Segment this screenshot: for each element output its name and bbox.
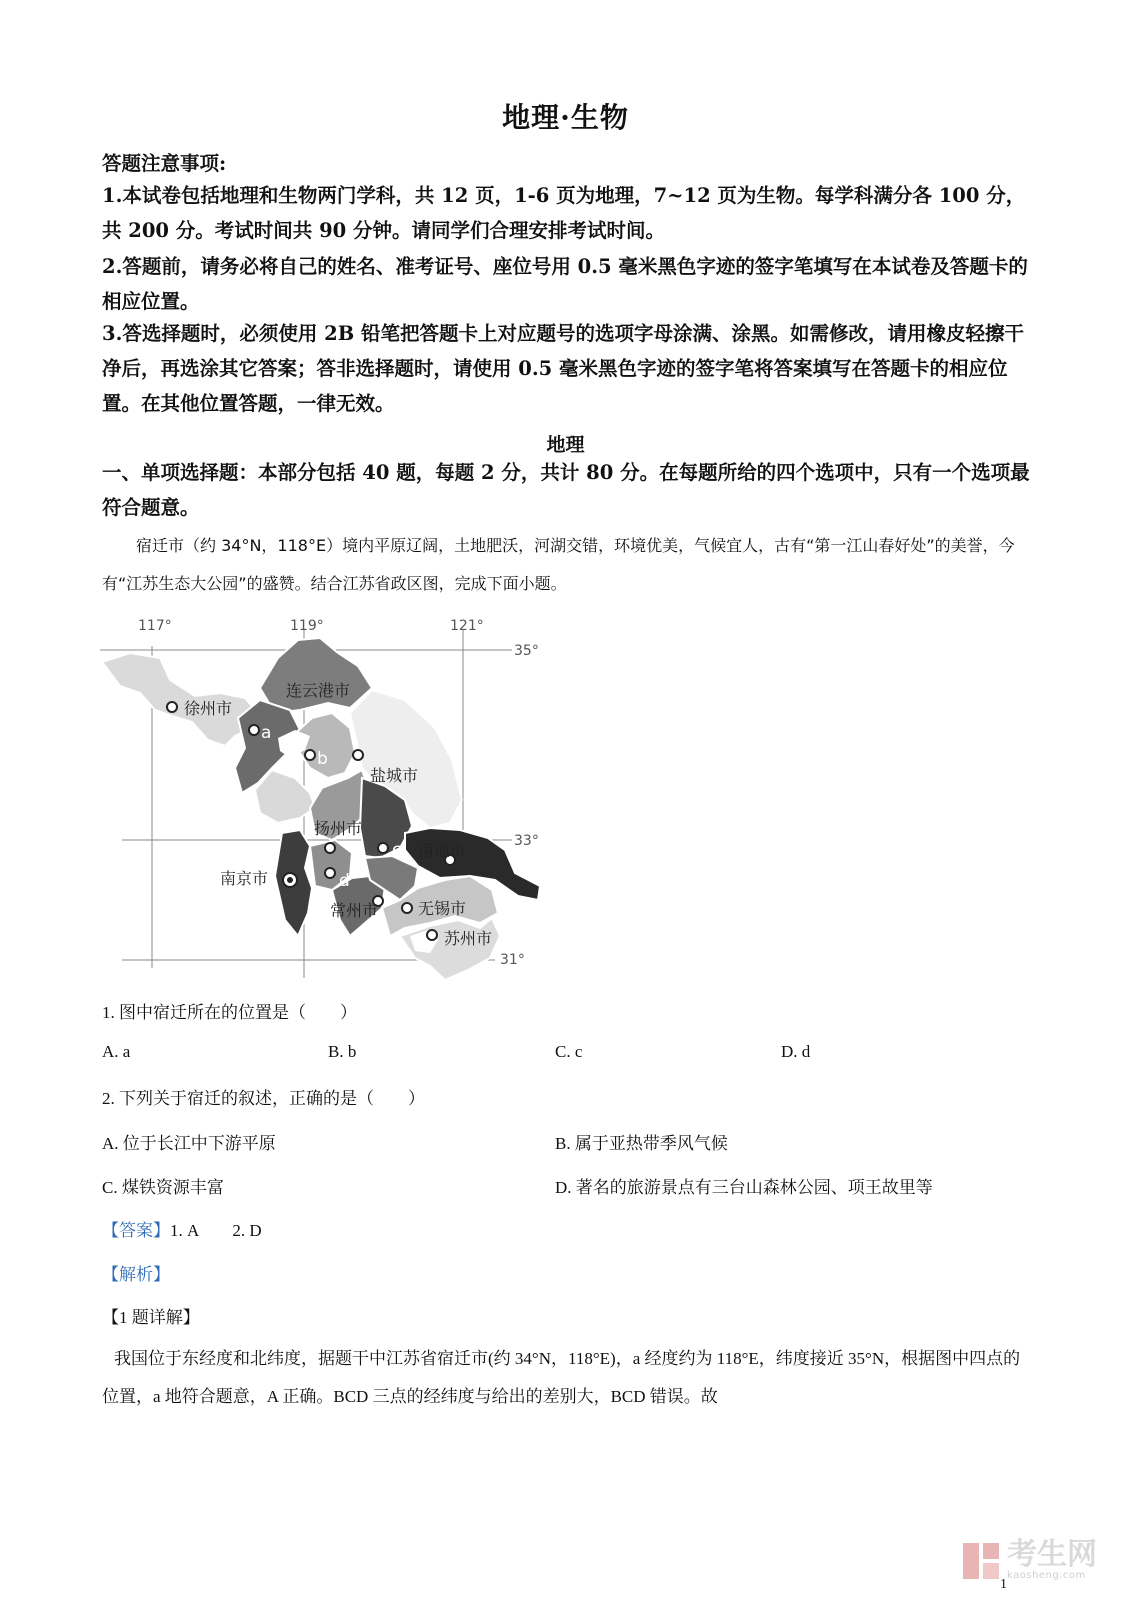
capital-dot-icon — [287, 877, 293, 883]
jiangsu-map — [100, 618, 560, 988]
notice-item-2: 2.答题前，请务必将自己的姓名、准考证号、座位号用 0.5 毫米黑色字迹的签字笔填写在本试卷及答题卡的相应位置。 — [102, 255, 1028, 313]
lat-label-33: 33° — [514, 833, 539, 849]
passage-intro: 宿迁市（约 34°N，118°E）境内平原辽阔，土地肥沃，河湖交错，环境优美，气候宜人，古有“第一江山春好处”的美誉，今有“江苏生态大公园”的盛赞。结合江苏省政区图，完成下面小题。 — [102, 536, 1015, 593]
lon-label-119: 119° — [290, 618, 324, 634]
page-number: 1 — [1000, 1577, 1007, 1592]
lat-label-31: 31° — [500, 952, 525, 968]
region-xuzhou — [102, 653, 258, 746]
point-d-marker — [325, 868, 335, 878]
label-nanjing: 南京市 — [220, 869, 269, 888]
notice-item-1: 1.本试卷包括地理和生物两门学科，共 12 页，1-6 页为地理，7~12 页为生物。每学科满分各 100 分，共 200 分。考试时间共 90 分钟。请同学们合理安排考试时间。 — [102, 184, 1026, 242]
subject-title: 地理 — [546, 434, 585, 456]
notice-heading: 答题注意事项: — [102, 152, 227, 175]
watermark-sub: kaosheng.com — [1007, 1570, 1086, 1581]
label-nantong: 南通市 — [418, 841, 467, 860]
question-1-option-a: A. a — [102, 1042, 131, 1061]
label-yangzhou: 扬州市 — [314, 819, 363, 838]
question-1-option-d: D. d — [781, 1042, 811, 1061]
answer-label: 【答案】 — [102, 1221, 170, 1240]
label-wuxi: 无锡市 — [418, 899, 467, 918]
label-suzhou: 苏州市 — [444, 929, 493, 948]
lon-label-121: 121° — [450, 618, 484, 634]
wuxi-marker — [402, 903, 412, 913]
point-c-marker — [378, 843, 388, 853]
xuzhou-marker — [167, 702, 177, 712]
yangzhou-marker — [325, 843, 335, 853]
question-2-option-a: A. 位于长江中下游平原 — [102, 1134, 276, 1153]
answer-line — [102, 1216, 262, 1241]
label-yancheng: 盐城市 — [370, 766, 419, 785]
yancheng-marker — [353, 750, 363, 760]
lat-label-35: 35° — [514, 643, 539, 659]
label-point-a: a — [261, 723, 272, 743]
detail-heading: 【1 题详解】 — [102, 1308, 200, 1327]
answer-text: 1. A 2. D — [170, 1221, 262, 1240]
lon-label-117: 117° — [138, 618, 172, 634]
suzhou-marker — [427, 930, 437, 940]
label-xuzhou: 徐州市 — [184, 699, 233, 718]
question-2-option-b: B. 属于亚热带季风气候 — [555, 1134, 728, 1153]
analysis-label: 【解析】 — [102, 1265, 170, 1284]
watermark — [961, 1537, 1097, 1581]
section-heading: 一、单项选择题：本部分包括 40 题，每题 2 分，共计 80 分。在每题所给的四个选项中，只有一个选项最符合题意。 — [102, 461, 1030, 519]
question-2-stem: 2. 下列关于宿迁的叙述，正确的是（ ） — [102, 1089, 425, 1108]
region-huaian-south — [255, 770, 315, 823]
point-b-marker — [305, 750, 315, 760]
kaosheng-logo-icon — [961, 1541, 1001, 1581]
label-changzhou: 常州市 — [330, 901, 379, 920]
label-point-d: d — [339, 871, 350, 891]
question-1-option-b: B. b — [328, 1042, 357, 1061]
label-point-b: b — [317, 749, 328, 769]
region-lianyungang — [260, 638, 372, 713]
detail-text: 我国位于东经度和北纬度，据题干中江苏省宿迁市(约 34°N，118°E)，a 经度约为 118°E，纬度接近 35°N，根据图中四点的位置，a 地符合题意，A 正确。BCD 三点的经纬度与给出的差别大，BCD 错误。故 — [102, 1349, 1021, 1406]
question-1-stem: 1. 图中宿迁所在的位置是（ ） — [102, 1003, 357, 1022]
page-title: 地理·生物 — [502, 101, 629, 134]
watermark-main: 考生网 — [1007, 1537, 1097, 1572]
question-1-option-c: C. c — [555, 1042, 583, 1061]
label-lianyungang: 连云港市 — [286, 681, 351, 700]
point-a-marker — [249, 725, 259, 735]
question-2-option-c: C. 煤铁资源丰富 — [102, 1178, 224, 1197]
notice-item-3: 3.答选择题时，必须使用 2B 铅笔把答题卡上对应题号的选项字母涂满、涂黑。如需修改，请用橡皮轻擦干净后，再选涂其它答案；答非选择题时，请使用 0.5 毫米黑色字迹的签字笔将答案填写在答题卡的相应位置。在其他位置答题，一律无效。 — [102, 322, 1024, 415]
label-point-c: c — [392, 840, 402, 860]
question-2-option-d: D. 著名的旅游景点有三台山森林公园、项王故里等 — [555, 1178, 933, 1197]
